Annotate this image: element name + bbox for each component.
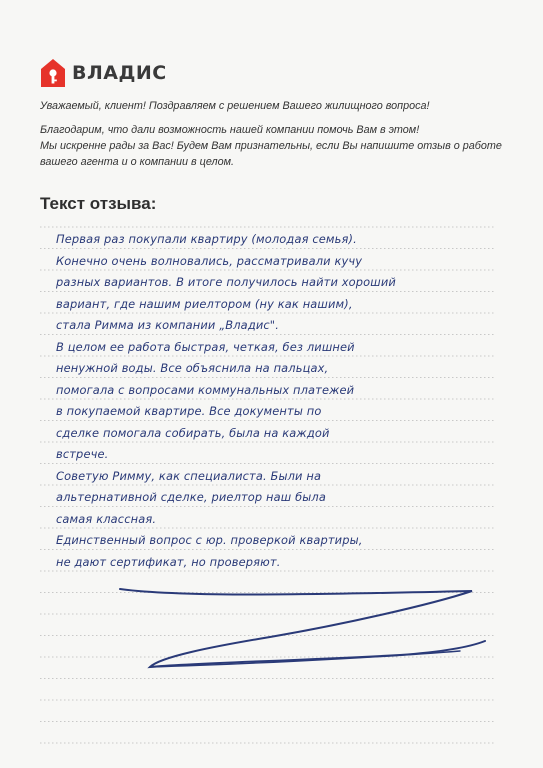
review-line: разных вариантов. В итоге получилось найти хороший	[56, 275, 396, 289]
review-line: стала Римма из компании „Владис".	[56, 318, 279, 332]
brand-name: ВЛАДИС	[72, 62, 167, 84]
review-line: не дают сертификат, но проверяют.	[56, 554, 281, 569]
review-line: альтернативной сделке, риелтор наш была	[56, 490, 326, 504]
review-line: ненужной воды. Все объяснила на пальцах,	[56, 361, 329, 375]
handwritten-review	[56, 229, 516, 573]
intro-line-2: Мы искренне рады за Вас! Будем Вам признательны, если Вы напишите отзыв о работе	[40, 140, 502, 152]
review-line: Первая раз покупали квартиру (молодая семья).	[56, 232, 357, 246]
review-line: Единственный вопрос с юр. проверкой квартиры,	[56, 533, 363, 547]
review-line: вариант, где нашим риелтором (ну как нашим),	[56, 296, 353, 311]
intro-greeting: Уважаемый, клиент! Поздравляем с решением Вашего жилищного вопроса!	[40, 100, 430, 112]
review-line: помогала с вопросами коммунальных платежей	[56, 382, 355, 397]
intro-line-3: вашего агента и о компании в целом.	[40, 156, 234, 168]
review-line: Конечно очень волновались, рассматривали кучу	[56, 253, 363, 268]
signature-scribble	[100, 575, 520, 685]
review-line: в покупаемой квартире. Все документы по	[56, 404, 322, 418]
review-line: самая классная.	[56, 511, 157, 526]
review-line: Советую Римму, как специалиста. Были на	[56, 468, 322, 483]
review-section-title: Текст отзыва:	[40, 194, 157, 213]
review-line: В целом ее работа быстрая, четкая, без лишней	[56, 339, 355, 354]
intro-line-1: Благодарим, что дали возможность нашей компании помочь Вам в этом!	[40, 124, 420, 136]
review-line: встрече.	[56, 447, 109, 461]
review-line: сделке помогала собирать, была на каждой	[56, 425, 330, 440]
